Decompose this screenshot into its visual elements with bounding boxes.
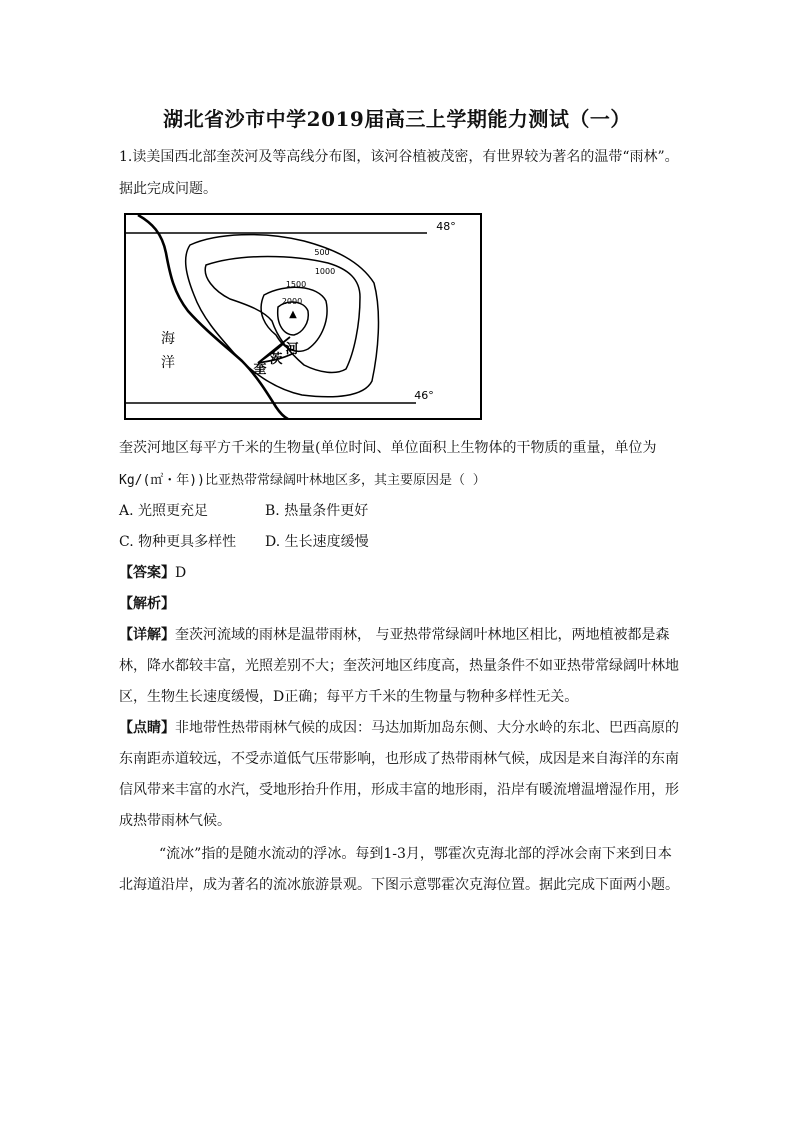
q1-stem-line1: 1.读美国西北部奎茨河及等高线分布图，该河谷植被茂密，有世界较为著名的温带“雨林”。	[119, 149, 679, 165]
tips-line-4: 成热带雨林气候。	[119, 813, 231, 829]
option-c: C. 物种更具多样性	[119, 534, 237, 550]
page-title: 湖北省沙市中学2019届高三上学期能力测试（一）	[163, 107, 631, 131]
tips-line-1: 非地带性热带雨林气候的成因：马达加斯加岛东侧、大分水岭的东北、巴西高原的	[175, 720, 679, 736]
peak-icon: ▲	[289, 309, 297, 320]
q1-question-line1: 奎茨河地区每平方千米的生物量(单位时间、单位面积上生物体的干物质的重量，单位为	[119, 440, 657, 456]
river-label-1: 奎	[253, 362, 267, 377]
river-label-2: 茨	[269, 352, 283, 367]
river-label-3: 河	[285, 342, 299, 357]
contour-label-1500: 1500	[285, 280, 307, 289]
option-a: A. 光照更充足	[119, 503, 209, 519]
tips-line-2: 东南距赤道较远，不受赤道低气压带影响，也形成了热带雨林气候，成因是来自海洋的东南	[119, 751, 679, 767]
analysis-row	[119, 593, 175, 613]
ocean-label-1: 海	[161, 331, 175, 347]
lat-top-label: 48°	[436, 220, 456, 233]
q1-question-line2: Kg/(㎡・年))比亚热带常绿阔叶林地区多，其主要原因是（ ）	[119, 473, 486, 488]
lat-bottom-label: 46°	[414, 389, 434, 402]
detail-row-1	[119, 624, 669, 644]
analysis-tag: 【解析】	[119, 596, 175, 612]
answer-row	[119, 562, 186, 582]
tips-line-3: 信风带来丰富的水汽，受地形抬升作用，形成丰富的地形雨，沿岸有暖流增温增湿作用，形	[119, 782, 679, 798]
q2-intro-line2: 北海道沿岸，成为著名的流冰旅游景观。下图示意鄂霍次克海位置。据此完成下面两小题。	[119, 877, 679, 893]
detail-line-3: 区，生物生长速度缓慢，D正确；每平方千米的生物量与物种多样性无关。	[119, 689, 579, 705]
ocean-label-2: 洋	[161, 355, 175, 371]
detail-line-1: 奎茨河流域的雨林是温带雨林， 与亚热带常绿阔叶林地区相比，两地植被都是森	[175, 627, 670, 643]
option-b: B. 热量条件更好	[265, 503, 369, 519]
tips-tag: 【点睛】	[119, 720, 175, 736]
contour-label-1000: 1000	[314, 267, 336, 276]
tips-row-1	[119, 717, 679, 737]
q2-intro-line1: “流冰”指的是随水流动的浮冰。每到1-3月，鄂霍次克海北部的浮冰会南下来到日本	[159, 846, 672, 862]
detail-line-2: 林，降水都较丰富，光照差别不大；奎茨河地区纬度高，热量条件不如亚热带常绿阔叶林地	[119, 658, 679, 674]
detail-tag: 【详解】	[119, 627, 175, 643]
contour-label-500: 500	[314, 248, 330, 257]
option-d: D. 生长速度缓慢	[265, 534, 369, 550]
answer-value: D	[175, 565, 187, 581]
contour-label-2000: 2000	[281, 297, 303, 306]
q1-stem-line2: 据此完成问题。	[119, 181, 217, 197]
answer-tag: 【答案】	[119, 565, 175, 581]
contour-map-figure	[124, 213, 482, 420]
contour-map	[124, 213, 482, 420]
